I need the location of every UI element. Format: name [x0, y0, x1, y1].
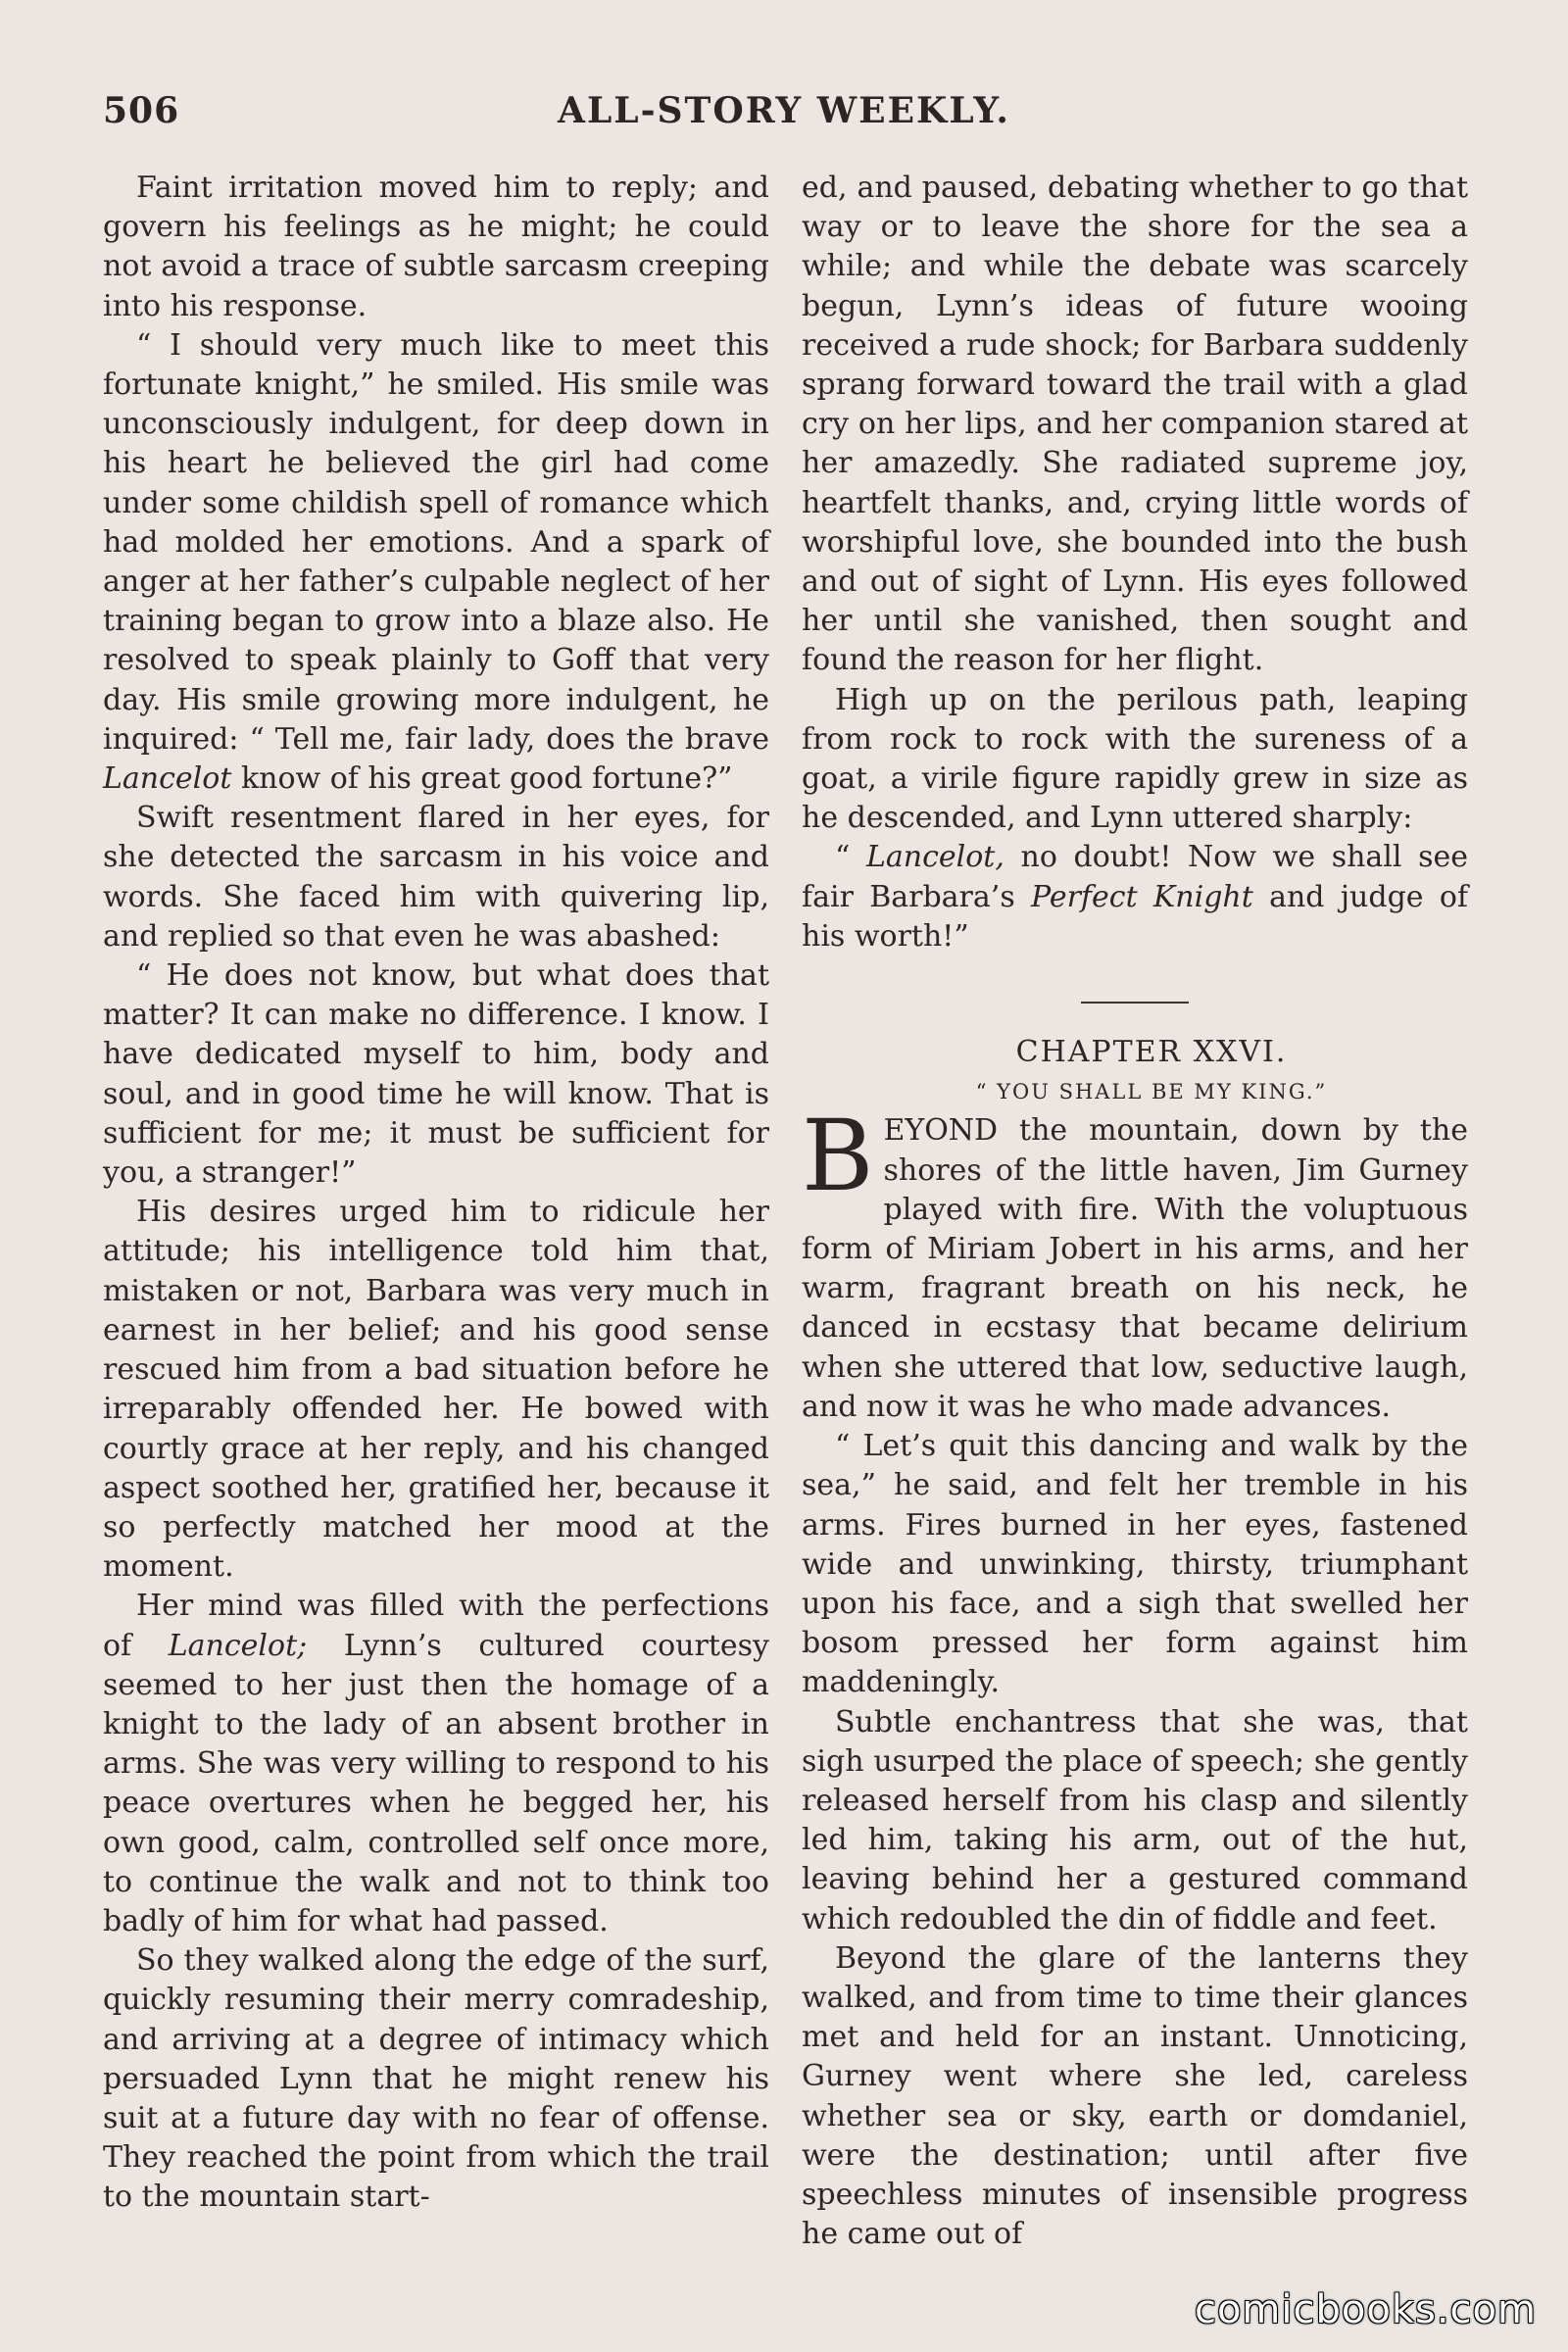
paragraph: BEYOND the mountain, down by the shores of the little haven, Jim Gurney played with fire. With the voluptuous form of Miriam Jobert in his arms, and her warm, fragrant breath on his neck, he danced in ecstasy that became delirium when she uttered that low, seductive laugh, and now it was he who made advances. [802, 1099, 1468, 1424]
watermark: comicbooks.com [1194, 2287, 1537, 2332]
left-column [103, 169, 769, 2218]
paragraph: “ I should very much like to meet this fortunate knight,” he smiled. His smile was unconsciously indulgent, for deep down in his heart he believed the girl had come under some childish spell of romance which had molded her emotions. And a spark of anger at her father’s culpable neglect of her training began to grow into a blaze also. He resolved to speak plainly to Goff that very day. His smile growing more indulgent, he inquired: “ Tell me, fair lady, does the brave Lancelot know of his great good fortune?” [103, 327, 769, 797]
paragraph: ed, and paused, debating whether to go that way or to leave the shore for the sea a while; and while the debate was scarcely begun, Lynn’s ideas of future wooing received a rude shock; for Barbara suddenly sprang forward toward the trail with a glad cry on her lips, and her companion stared at her amazedly. She radiated supreme joy, heartfelt thanks, and, crying little words of worshipful love, she bounded into the bush and out of sight of Lynn. His eyes followed her until she vanished, then sought and found the reason for her flight. [802, 171, 1468, 678]
right-column [802, 169, 1468, 2254]
page-number: 506 [103, 90, 180, 131]
paragraph: So they walked along the edge of the surf, quickly resuming their merry comradeship, and arriving at a degree of intimacy which persuaded Lynn that he might renew his suit at a future day with no fear of offense. They reached the point from which the trail to the mountain start- [103, 1943, 769, 2215]
page-header [103, 90, 1465, 139]
drop-cap: B [802, 1099, 874, 1214]
section-divider [1081, 1002, 1189, 1004]
paragraph: Her mind was filled with the perfections of Lancelot; Lynn’s cultured courtesy seemed to her just then the homage of a knight to the lady of an absent brother in arms. She was very willing to respond to his peace overtures when he begged her, his own good, calm, controlled self once more, to continue the walk and not to think too badly of him for what had passed. [103, 1589, 769, 1938]
paragraph: Subtle enchantress that she was, that sigh usurped the place of speech; she gently released herself from his clasp and silently led him, taking his arm, out of the hut, leaving behind her a gestured command which redoubled the din of fiddle and feet. [802, 1704, 1468, 1936]
paragraph: “ He does not know, but what does that matter? It can make no difference. I know. I have dedicated myself to him, body and soul, and in good time he will know. That is sufficient for me; it must be sufficient for you, a stranger!” [103, 958, 769, 1191]
running-head: ALL-STORY WEEKLY. [558, 90, 1010, 131]
paragraph: His desires urged him to ridicule her attitude; his intelligence told him that, mistaken or not, Barbara was very much in earnest in her belief; and his good sense rescued him from a bad situation before he irreparably offended her. He bowed with courtly grace at her reply, and his changed aspect soothed her, gratified her, because it so perfectly matched her mood at the moment. [103, 1195, 769, 1585]
italic-text: Lancelot [103, 761, 232, 797]
italic-text: Perfect Knight [1030, 879, 1253, 914]
paragraph: Faint irritation moved him to reply; and govern his feelings as he might; he could not avoid a trace of subtle sarcasm creeping into his response. [103, 171, 769, 323]
chapter-subtitle: “ YOU SHALL BE MY KING.” [975, 1080, 1328, 1104]
paragraph: “ Lancelot, no doubt! Now we shall see fair Barbara’s Perfect Knight and judge of his worth!” [802, 840, 1469, 954]
italic-text: Lancelot; [168, 1628, 308, 1663]
paragraph: Swift resentment flared in her eyes, for she detected the sarcasm in his voice and words. She faced him with quivering lip, and replied so that even he was abashed: [103, 801, 769, 954]
paragraph: High up on the perilous path, leaping from rock to rock with the sureness of a goat, a virile figure rapidly grew in size as he descended, and Lynn uttered sharply: [802, 682, 1468, 836]
paragraph: Beyond the glare of the lanterns they walked, and from time to time their glances met and held for an instant. Unnoticing, Gurney went where she led, careless whether sea or sky, earth or domdaniel, were the destination; until after five speechless minutes of insensible progress he came out of [802, 1940, 1468, 2252]
chapter-title: CHAPTER XXVI. [1015, 1035, 1288, 1070]
italic-text: Lancelot, [865, 840, 1004, 875]
paragraph: “ Let’s quit this dancing and walk by the sea,” he said, and felt her tremble in his arms. Fires burned in her eyes, fastened wide and unwinking, thirsty, triumphant upon his face, and a sigh that swelled her bosom pressed her form against him maddeningly. [802, 1429, 1468, 1700]
